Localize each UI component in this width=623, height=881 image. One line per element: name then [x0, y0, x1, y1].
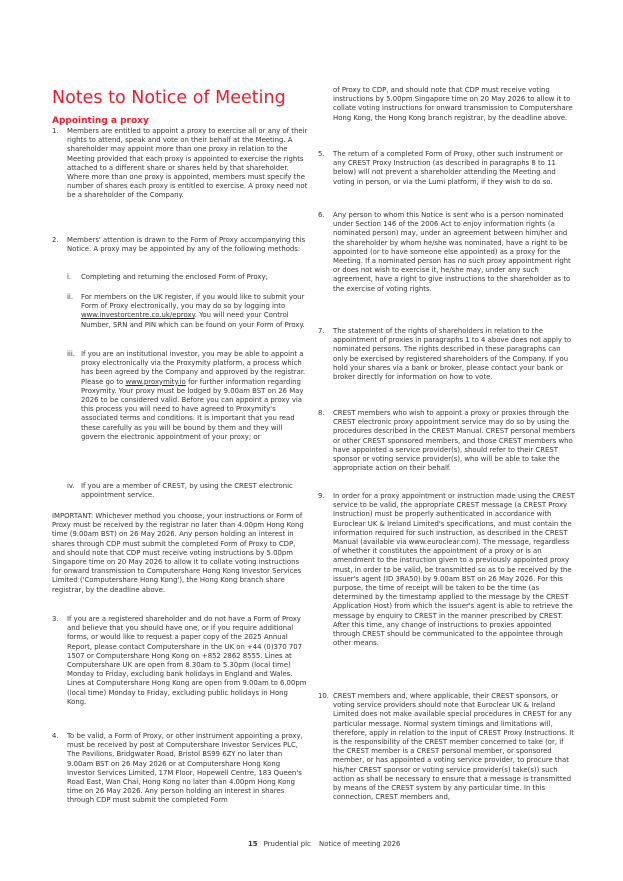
note-item-9 [318, 492, 576, 648]
note-text: The return of a completed Form of Proxy, other such instrument or any CREST Proxy Instruction (as described in paragraphs 8 to 11 below) will not prevent a shareholder attending the Meeting and voting in person, or via the Lumi platform, if they wish to do so. [333, 150, 563, 186]
note-number: 10. [318, 692, 329, 700]
method-text: If you are a member of CREST, by using the CREST electronic appointment service. [81, 482, 293, 500]
note-number: 6. [318, 211, 325, 219]
method-text: Completing and returning the enclosed Form of Proxy; [81, 273, 268, 281]
note-text: Any person to whom this Notice is sent who is a person nominated under Section 146 of the 2006 Act to enjoy information rights (a nominated person) may, under an agreement between him/her and the shareholder by whom he/she was nominated, have a right to be appointed (or to have someone else appointed) as a proxy for the Meeting. If a nominated person has no such proxy appointment right or does not wish to exercise it, he/she may, under any such agreement, have a right to give instructions to the shareholder as to the exercise of voting rights. [333, 211, 571, 293]
note-text: Members are entitled to appoint a proxy to exercise all or any of their rights to attend, speak and vote on their behalf at the Meeting. A shareholder may appoint more than one proxy in relation to the Meeting provided that each proxy is appointed to exercise the rights attached to a different share or shares held by that shareholder. Where more than one proxy is appointed, members must specify the number of shares each proxy is entitled to exercise. A proxy need not be a shareholder of the Company. [67, 127, 308, 200]
method-text-after: . You will need your Control Number, SRN and PIN which can be found on your Form of Proxy. [81, 311, 305, 329]
note-item-3 [52, 615, 308, 707]
note-text: Members' attention is drawn to the Form of Proxy accompanying this Notice. A proxy may be appointed by any of the following methods: [67, 236, 306, 254]
page-title: Notes to Notice of Meeting [52, 88, 286, 108]
note-item-4 [52, 732, 308, 806]
footer-document: Notice of meeting 2026 [319, 840, 401, 848]
method-text-before: If you are an institutional investor, you may be able to appoint a proxy electronically via the Proxymity platform, a process which has been agreed by the Company and approved by the registrar. Please go to [81, 350, 306, 386]
note-item-7 [318, 327, 576, 382]
important-notice [52, 512, 308, 595]
page-number: 15 [248, 840, 258, 848]
important-text: IMPORTANT: Whichever method you choose, your instructions or Form of Proxy must be received by the registrar no later than 4.00pm Hong Kong time (9.00am BST) on 26 May 2026. Any person holding an interest in shares through CDP must submit the completed Form of Proxy to CDP, and should note that CDP must receive voting instructions by 5.00pm Singapore time on 20 May 2026 to allow it to collate voting instructions for onward transmission to Computershare Hong Kong Investor Services Limited ('Computershare Hong Kong'), the Hong Kong branch share registrar, by the deadline above. [52, 512, 304, 594]
method-text [81, 293, 308, 330]
note-text: CREST members and, where applicable, their CREST sponsors, or voting service providers should note that Euroclear UK & Ireland Limited does not make available special procedures in CREST for any particular message. Normal system timings and limitations will, therefore, apply in relation to the input of CREST Proxy Instructions. It is the responsibility of the CREST member concerned to take (or, if the CREST member is a CREST personal member, or sponsored member, or has appointed a voting service provider, to procure that his/her CREST sponsor or voting service provider(s) take(s)) such action as shall be necessary to ensure that a message is transmitted by means of the CREST system by any particular time. In this connection, CREST members and, [333, 692, 574, 802]
method-item-i [67, 273, 308, 282]
note-item-2 [52, 236, 308, 254]
note-number: 7. [318, 327, 325, 335]
note-number: 8. [318, 409, 325, 417]
note-text: The statement of the rights of shareholders in relation to the appointment of proxies in paragraphs 1 to 4 above does not apply to nominated persons. The rights described in these paragraphs can only be exercised by registered shareholders of the Company. If you hold your shares via a bank or broker, please contact your bank or broker directly for information on how to vote. [333, 327, 572, 382]
note-text: CREST members who wish to appoint a proxy or proxies through the CREST electronic proxy appointment service may do so by using the procedures described in the CREST Manual. CREST personal members or other CREST sponsored members, and those CREST members who have appointed a service provider(s), should refer to their CREST sponsor or voting service provider(s), who will be able to take the appropriate action on their behalf. [333, 409, 576, 473]
method-text-after: for further information regarding Proxymity. Your proxy must be lodged by 9.00am BST on 26 May 2026 to be considered valid. Before you can appoint a proxy via this process you will need to have agreed to Proxymity's associated terms and conditions. It is important that you read these carefully as you will be bound by them and they will govern the electronic appointment of your proxy; or [81, 377, 304, 441]
note-number: 1. [52, 127, 59, 135]
method-number: i. [67, 273, 72, 281]
note-text: If you are a registered shareholder and do not have a Form of Proxy and believe that you should have one, or if you require additional forms, or would like to request a paper copy of the 2025 Annual Report, please contact Computershare in the UK on +44 (0)370 707 1507 or Computershare Hong Kong on +852 2862 8555. Lines at Computershare UK are open from 8.30am to 5.30pm (local time) Monday to Friday, excluding bank holidays in England and Wales. Lines at Computershare Hong Kong are open from 9.00am to 6.00pm (local time) Monday to Friday, excluding public holidays in Hong Kong. [67, 615, 307, 706]
method-number: iv. [67, 482, 75, 490]
note-item-10 [318, 692, 576, 802]
note-number: 4. [52, 732, 59, 740]
note-text: To be valid, a Form of Proxy, or other instrument appointing a proxy, must be received by post at Computershare Investor Services PLC, The Pavilions, Bridgwater Road, Bristol BS99 6ZY no later than 9.00am BST on 26 May 2026 or at Computershare Hong Kong Investor Services Limited, 17M Floor, Hopewell Centre, 183 Queen's Road East, Wan Chai, Hong Kong no later than 4.00pm Hong Kong time on 26 May 2026. Any person holding an interest in shares through CDP must submit the completed Form [67, 732, 303, 805]
section-heading: Appointing a proxy [52, 116, 149, 126]
footer-company: Prudential plc [263, 840, 311, 848]
method-item-iv [67, 482, 308, 500]
note-item-5 [318, 150, 576, 187]
note-item-1 [52, 127, 308, 201]
continuation-paragraph [333, 86, 576, 123]
method-text-before: For members on the UK register, if you would like to submit your Form of Proxy electronically, you may do so by logging into [81, 293, 305, 311]
footer-separator [314, 840, 316, 848]
note-text: In order for a proxy appointment or instruction made using the CREST service to be valid, the appropriate CREST message (a CREST Proxy Instruction) must be properly authenticated in accordance with Euroclear UK & Ireland Limited's specifications, and must contain the information required for such instruction, as described in the CREST Manual (available via www.euroclear.com). The message, regardless of whether it constitutes the appointment of a proxy or is an amendment to the instruction given to a previously appointed proxy must, in order to be valid, be transmitted so as to be received by the issuer's agent (ID 3RA50) by 9.00am BST on 26 May 2026. For this purpose, the time of receipt will be taken to be the time (as determined by the timestamp applied to the message by the CREST Application Host) from which the issuer's agent is able to retrieve the message by enquiry to CREST in the manner prescribed by CREST. After this time, any change of instructions to proxies appointed through CREST should be communicated to the appointee through other means. [333, 492, 575, 648]
note-number: 3. [52, 615, 59, 623]
page-footer [248, 840, 400, 849]
proxymity-link[interactable]: www.proxymity.io [125, 377, 186, 386]
note-number: 2. [52, 236, 59, 244]
note-item-8 [318, 409, 576, 473]
note-number: 9. [318, 492, 325, 500]
note-number: 5. [318, 150, 325, 158]
method-number: iii. [67, 350, 75, 358]
note-item-6 [318, 211, 576, 294]
continuation-text: of Proxy to CDP, and should note that CDP must receive voting instructions by 5.00pm Singapore time on 20 May 2026 to allow it to collate voting instructions for onward transmission to Computershare Hong Kong, the Hong Kong branch registrar, by the deadline above. [333, 86, 573, 122]
investorcentre-link[interactable]: www.investorcentre.co.uk/eproxy [81, 311, 195, 320]
method-item-iii [67, 350, 308, 442]
method-number: ii. [67, 293, 74, 301]
method-text [81, 350, 308, 442]
method-item-ii [67, 293, 308, 330]
